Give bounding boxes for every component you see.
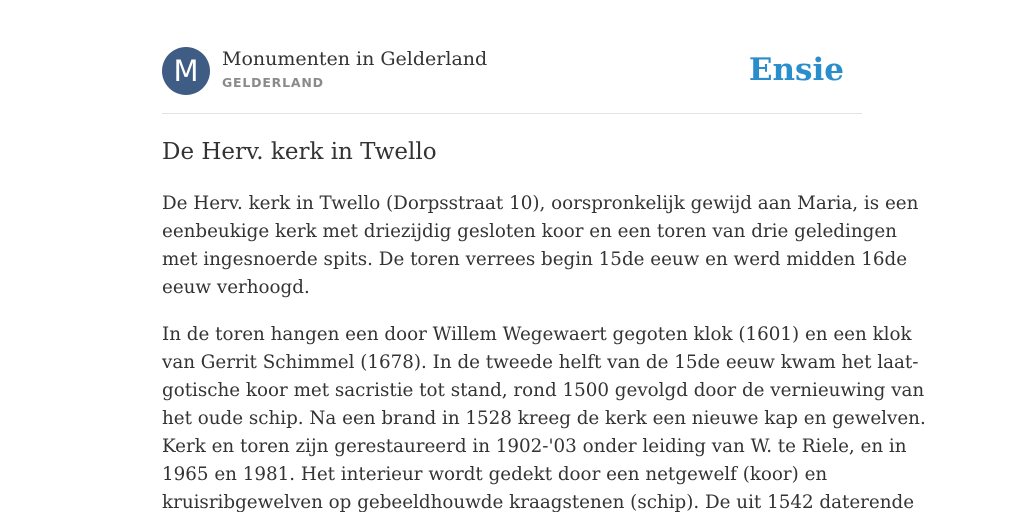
brand-logo[interactable]: Ensie xyxy=(748,52,844,88)
text-line: In de toren hangen een door Willem Wegewaert gegoten klok (1601) en een klok xyxy=(162,324,912,345)
article-body xyxy=(162,190,926,512)
text-line: het oude schip. Na een brand in 1528 kreeg de kerk een nieuwe kap en gewelven. xyxy=(162,408,926,429)
text-line: gotische koor met sacristie tot stand, rond 1500 gevolgd door de vernieuwing van xyxy=(162,380,925,401)
header-divider xyxy=(162,113,862,114)
text-line: eenbeukige kerk met driezijdig gesloten koor en een toren van drie geledingen xyxy=(162,221,897,242)
header xyxy=(162,46,862,96)
text-line: 1965 en 1981. Het interieur wordt gedekt door een netgewelf (koor) en xyxy=(162,464,828,485)
text-line: kruisribgewelven op gebeeldhouwde kraagstenen (schip). De uit 1542 daterende xyxy=(162,492,915,512)
avatar[interactable]: M xyxy=(162,47,210,95)
paragraph-1 xyxy=(162,190,919,302)
text-line: Kerk en toren zijn gerestaureerd in 1902-'03 onder leiding van W. te Riele, en in xyxy=(162,436,907,457)
text-line: De Herv. kerk in Twello (Dorpsstraat 10), oorspronkelijk gewijd aan Maria, is een xyxy=(162,193,919,214)
paragraph-2 xyxy=(162,321,926,512)
text-line: eeuw verhoogd. xyxy=(162,277,310,298)
text-line: met ingesnoerde spits. De toren verrees begin 15de eeuw en werd midden 16de xyxy=(162,249,908,270)
site-title-link[interactable]: Monumenten in Gelderland xyxy=(222,48,488,70)
article-title: De Herv. kerk in Twello xyxy=(162,139,437,165)
text-line: van Gerrit Schimmel (1678). In de tweede helft van de 15de eeuw kwam het laat- xyxy=(162,352,919,373)
site-subtitle-link[interactable]: GELDERLAND xyxy=(222,75,324,90)
